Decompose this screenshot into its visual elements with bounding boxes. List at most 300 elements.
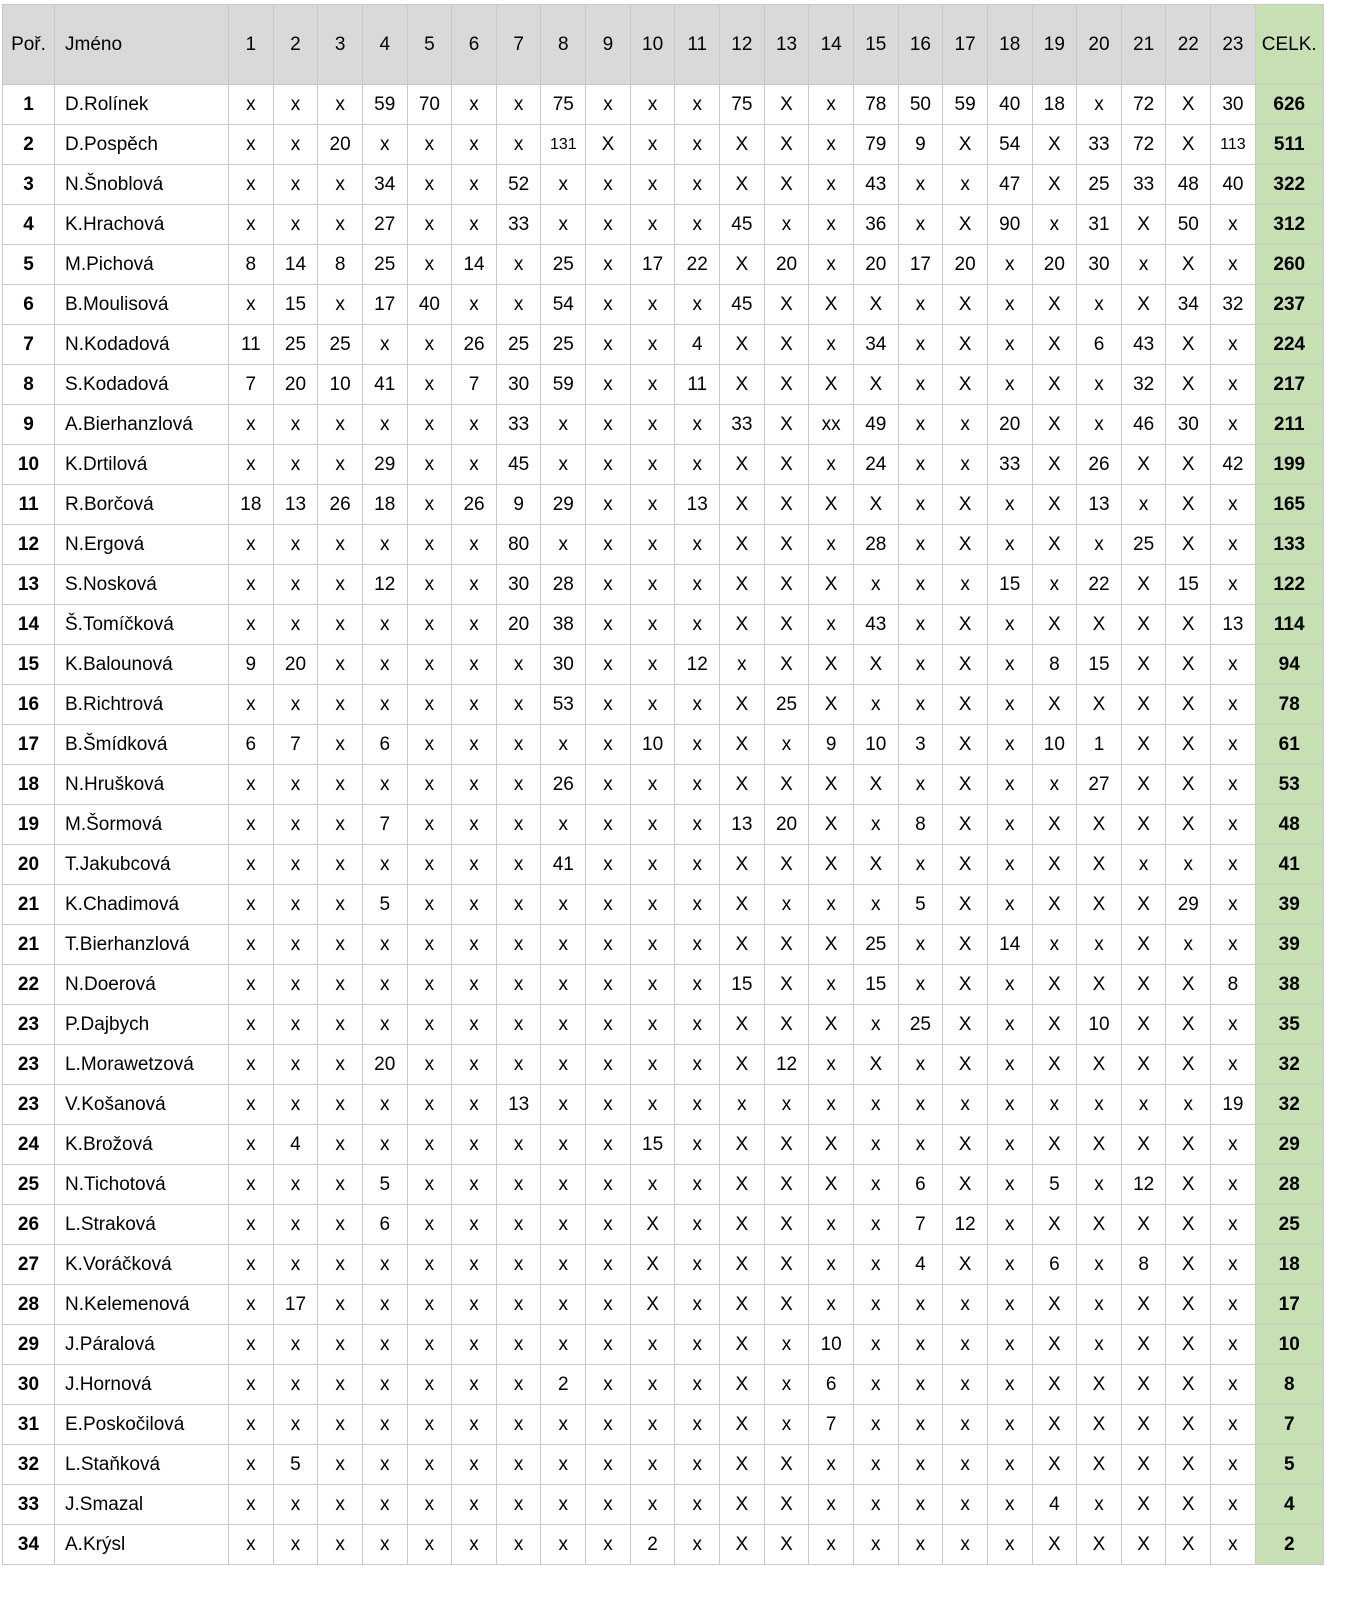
score-cell: x (630, 285, 675, 325)
score-cell: X (764, 1485, 809, 1525)
table-row (3, 1365, 1324, 1405)
total-cell: 224 (1255, 325, 1323, 365)
score-cell: x (318, 765, 363, 805)
score-cell: x (452, 1085, 497, 1125)
rank-cell: 4 (3, 205, 55, 245)
rank-cell: 25 (3, 1165, 55, 1205)
score-cell: x (541, 1205, 586, 1245)
score-cell: X (720, 1165, 765, 1205)
score-cell: x (586, 405, 631, 445)
score-cell: X (1077, 1365, 1122, 1405)
score-cell: x (541, 725, 586, 765)
score-cell: X (764, 845, 809, 885)
header-round: 7 (496, 5, 541, 85)
score-cell: x (898, 1445, 943, 1485)
score-cell: X (1032, 1325, 1077, 1365)
score-cell: 33 (496, 405, 541, 445)
score-cell: x (229, 125, 274, 165)
score-cell: X (1166, 1525, 1211, 1565)
score-cell: X (720, 485, 765, 525)
score-cell: x (541, 1325, 586, 1365)
score-cell: X (1166, 725, 1211, 765)
name-cell: Š.Tomíčková (55, 605, 229, 645)
score-cell: x (541, 1245, 586, 1285)
score-cell: x (809, 1445, 854, 1485)
score-cell: 113 (1211, 125, 1256, 165)
name-cell: M.Pichová (55, 245, 229, 285)
score-cell: X (1166, 1165, 1211, 1205)
score-cell: x (586, 725, 631, 765)
score-cell: 26 (1077, 445, 1122, 485)
score-cell: 43 (853, 605, 898, 645)
total-cell: 211 (1255, 405, 1323, 445)
score-cell: 38 (541, 605, 586, 645)
total-cell: 260 (1255, 245, 1323, 285)
score-cell: X (720, 605, 765, 645)
score-cell: x (1211, 1165, 1256, 1205)
score-cell: x (273, 805, 318, 845)
score-cell: x (943, 1365, 988, 1405)
score-cell: x (630, 1165, 675, 1205)
score-cell: x (630, 365, 675, 405)
score-cell: x (586, 685, 631, 725)
score-cell: x (809, 1045, 854, 1085)
score-cell: 30 (1166, 405, 1211, 445)
score-cell: x (853, 565, 898, 605)
score-cell: 33 (1077, 125, 1122, 165)
score-cell: x (898, 1125, 943, 1165)
score-cell: x (675, 925, 720, 965)
score-cell: x (764, 1085, 809, 1125)
score-cell: x (407, 445, 452, 485)
score-cell: x (318, 1245, 363, 1285)
score-cell: x (853, 1285, 898, 1325)
score-cell: x (675, 205, 720, 245)
score-cell: x (452, 645, 497, 685)
total-cell: 237 (1255, 285, 1323, 325)
score-cell: 25 (362, 245, 407, 285)
score-cell: X (1032, 485, 1077, 525)
score-cell: x (586, 765, 631, 805)
score-cell: 54 (541, 285, 586, 325)
header-round: 5 (407, 5, 452, 85)
score-cell: X (943, 885, 988, 925)
score-cell: X (586, 125, 631, 165)
score-cell: x (898, 1085, 943, 1125)
rank-cell: 32 (3, 1445, 55, 1485)
score-cell: x (496, 245, 541, 285)
score-cell: x (541, 1085, 586, 1125)
header-round: 18 (987, 5, 1032, 85)
score-cell: X (764, 1525, 809, 1565)
score-cell: 30 (541, 645, 586, 685)
score-cell: x (452, 1165, 497, 1205)
score-cell: x (898, 525, 943, 565)
score-cell: 78 (853, 85, 898, 125)
score-cell: x (541, 805, 586, 845)
score-cell: X (1121, 965, 1166, 1005)
score-cell: 26 (452, 325, 497, 365)
score-cell: x (586, 1485, 631, 1525)
score-cell: x (452, 85, 497, 125)
score-cell: 27 (362, 205, 407, 245)
score-cell: x (407, 205, 452, 245)
total-cell: 511 (1255, 125, 1323, 165)
score-cell: x (273, 445, 318, 485)
score-cell: x (229, 685, 274, 725)
score-cell: x (1032, 925, 1077, 965)
score-cell: x (273, 405, 318, 445)
name-cell: S.Kodadová (55, 365, 229, 405)
score-cell: x (630, 1405, 675, 1445)
score-cell: x (1077, 405, 1122, 445)
score-cell: x (630, 445, 675, 485)
score-cell: x (898, 1365, 943, 1405)
score-cell: x (541, 205, 586, 245)
score-cell: 53 (541, 685, 586, 725)
name-cell: B.Šmídková (55, 725, 229, 765)
score-cell: x (452, 1205, 497, 1245)
score-cell: X (1166, 1365, 1211, 1405)
score-cell: 13 (1077, 485, 1122, 525)
score-cell: x (452, 685, 497, 725)
score-cell: 54 (987, 125, 1032, 165)
score-cell: 1 (1077, 725, 1122, 765)
score-cell: 7 (452, 365, 497, 405)
score-cell: x (541, 1045, 586, 1085)
score-cell: 20 (496, 605, 541, 645)
score-cell: X (720, 685, 765, 725)
score-cell: X (809, 565, 854, 605)
score-cell: 6 (1032, 1245, 1077, 1285)
score-cell: x (586, 1245, 631, 1285)
score-cell: X (1121, 645, 1166, 685)
score-cell: X (1166, 1285, 1211, 1325)
score-cell: x (898, 845, 943, 885)
score-cell: x (1077, 925, 1122, 965)
score-cell: 8 (1121, 1245, 1166, 1285)
score-cell: 52 (496, 165, 541, 205)
name-cell: N.Hrušková (55, 765, 229, 805)
score-cell: 2 (630, 1525, 675, 1565)
score-cell: X (764, 605, 809, 645)
score-cell: x (362, 125, 407, 165)
score-cell: x (809, 885, 854, 925)
score-cell: 8 (1211, 965, 1256, 1005)
score-cell: 8 (1032, 645, 1077, 685)
score-cell: x (586, 85, 631, 125)
score-cell: X (764, 485, 809, 525)
score-cell: x (407, 1125, 452, 1165)
score-cell: x (496, 925, 541, 965)
score-cell: x (898, 165, 943, 205)
score-cell: 7 (362, 805, 407, 845)
score-cell: x (273, 525, 318, 565)
score-cell: x (675, 1005, 720, 1045)
score-cell: x (496, 1245, 541, 1285)
total-cell: 10 (1255, 1325, 1323, 1365)
score-cell: x (229, 1485, 274, 1525)
name-cell: D.Rolínek (55, 85, 229, 125)
score-cell: x (496, 1365, 541, 1405)
score-cell: 6 (362, 725, 407, 765)
table-row (3, 1085, 1324, 1125)
score-cell: x (630, 765, 675, 805)
score-cell: X (1166, 1205, 1211, 1245)
score-cell: X (764, 405, 809, 445)
score-cell: x (764, 1405, 809, 1445)
score-cell: x (898, 925, 943, 965)
score-cell: x (496, 1525, 541, 1565)
score-cell: X (943, 645, 988, 685)
score-cell: x (496, 1325, 541, 1365)
score-cell: x (1077, 365, 1122, 405)
score-cell: x (452, 765, 497, 805)
score-cell: x (586, 1125, 631, 1165)
score-cell: 26 (541, 765, 586, 805)
score-cell: x (586, 165, 631, 205)
score-cell: x (318, 285, 363, 325)
score-cell: 20 (1032, 245, 1077, 285)
total-cell: 217 (1255, 365, 1323, 405)
score-cell: x (1077, 285, 1122, 325)
score-cell: x (273, 1365, 318, 1405)
total-cell: 17 (1255, 1285, 1323, 1325)
score-cell: 28 (853, 525, 898, 565)
score-cell: x (1211, 1245, 1256, 1285)
score-cell: xx (809, 405, 854, 445)
score-cell: x (273, 1485, 318, 1525)
score-cell: X (764, 125, 809, 165)
score-cell: x (1032, 205, 1077, 245)
score-cell: x (407, 1245, 452, 1285)
table-row (3, 925, 1324, 965)
score-cell: x (496, 1445, 541, 1485)
score-cell: X (1121, 205, 1166, 245)
score-cell: x (273, 1405, 318, 1445)
score-cell: x (630, 885, 675, 925)
score-cell: x (318, 525, 363, 565)
score-cell: x (318, 1045, 363, 1085)
score-cell: x (407, 1285, 452, 1325)
score-cell: x (1211, 645, 1256, 685)
score-cell: X (720, 245, 765, 285)
score-cell: X (720, 885, 765, 925)
score-cell: x (987, 1285, 1032, 1325)
score-cell: X (1166, 1125, 1211, 1165)
score-cell: x (496, 1485, 541, 1525)
rank-cell: 10 (3, 445, 55, 485)
score-cell: x (452, 525, 497, 565)
table-row (3, 725, 1324, 765)
score-cell: x (1211, 885, 1256, 925)
score-cell: x (541, 525, 586, 565)
score-cell: X (1166, 1045, 1211, 1085)
score-cell: x (452, 1485, 497, 1525)
score-cell: x (1211, 805, 1256, 845)
score-cell: x (318, 1525, 363, 1565)
total-cell: 165 (1255, 485, 1323, 525)
score-cell: X (943, 925, 988, 965)
score-cell: x (853, 1005, 898, 1045)
score-cell: x (987, 845, 1032, 885)
score-cell: X (1077, 685, 1122, 725)
score-cell: x (898, 285, 943, 325)
rank-cell: 27 (3, 1245, 55, 1285)
score-cell: x (541, 925, 586, 965)
score-cell: X (1032, 1005, 1077, 1045)
rank-cell: 28 (3, 1285, 55, 1325)
score-cell: x (987, 1365, 1032, 1405)
rank-cell: 1 (3, 85, 55, 125)
score-cell: x (273, 685, 318, 725)
score-cell: 17 (630, 245, 675, 285)
score-cell: X (1166, 85, 1211, 125)
name-cell: P.Dajbych (55, 1005, 229, 1045)
score-cell: 75 (720, 85, 765, 125)
score-cell: x (318, 1365, 363, 1405)
score-cell: 25 (853, 925, 898, 965)
score-cell: x (541, 1405, 586, 1445)
score-cell: x (720, 1085, 765, 1125)
score-cell: X (764, 645, 809, 685)
score-cell: x (586, 1325, 631, 1365)
score-cell: x (630, 325, 675, 365)
score-cell: x (407, 885, 452, 925)
score-cell: x (675, 685, 720, 725)
score-cell: x (496, 645, 541, 685)
score-cell: X (720, 1525, 765, 1565)
score-cell: x (630, 685, 675, 725)
score-cell: x (407, 485, 452, 525)
rank-cell: 13 (3, 565, 55, 605)
score-cell: x (496, 125, 541, 165)
score-cell: X (1166, 645, 1211, 685)
score-cell: x (452, 165, 497, 205)
score-cell: 11 (229, 325, 274, 365)
score-cell: x (452, 445, 497, 485)
score-cell: x (764, 885, 809, 925)
name-cell: S.Nosková (55, 565, 229, 605)
rank-cell: 3 (3, 165, 55, 205)
score-cell: x (407, 1325, 452, 1365)
score-cell: x (809, 205, 854, 245)
score-cell: x (318, 565, 363, 605)
table-row (3, 365, 1324, 405)
name-cell: K.Voráčková (55, 1245, 229, 1285)
name-cell: J.Hornová (55, 1365, 229, 1405)
score-cell: 50 (1166, 205, 1211, 245)
score-cell: 9 (496, 485, 541, 525)
score-cell: x (541, 885, 586, 925)
score-cell: x (853, 685, 898, 725)
name-cell: L.Straková (55, 1205, 229, 1245)
score-cell: 13 (496, 1085, 541, 1125)
score-cell: x (452, 405, 497, 445)
name-cell: N.Ergová (55, 525, 229, 565)
score-cell: 7 (229, 365, 274, 405)
score-cell: 18 (1032, 85, 1077, 125)
score-cell: x (1077, 85, 1122, 125)
score-cell: x (229, 445, 274, 485)
score-cell: x (407, 605, 452, 645)
score-cell: x (362, 845, 407, 885)
score-cell: 25 (318, 325, 363, 365)
results-table-container (2, 4, 1324, 1565)
score-cell: x (853, 1245, 898, 1285)
score-cell: 40 (1211, 165, 1256, 205)
table-row (3, 885, 1324, 925)
score-cell: x (675, 1365, 720, 1405)
rank-cell: 30 (3, 1365, 55, 1405)
score-cell: x (541, 965, 586, 1005)
name-cell: V.Košanová (55, 1085, 229, 1125)
score-cell: x (496, 805, 541, 845)
score-cell: x (407, 165, 452, 205)
score-cell: x (1211, 1525, 1256, 1565)
score-cell: x (675, 1285, 720, 1325)
score-cell: x (987, 245, 1032, 285)
score-cell: x (943, 1085, 988, 1125)
table-row (3, 485, 1324, 525)
score-cell: x (496, 845, 541, 885)
score-cell: 12 (362, 565, 407, 605)
score-cell: x (675, 765, 720, 805)
score-cell: x (853, 1525, 898, 1565)
score-cell: x (229, 885, 274, 925)
score-cell: x (987, 685, 1032, 725)
name-cell: T.Bierhanzlová (55, 925, 229, 965)
score-cell: x (496, 1285, 541, 1325)
score-cell: X (1166, 525, 1211, 565)
score-cell: 20 (362, 1045, 407, 1085)
score-cell: x (809, 125, 854, 165)
score-cell: x (898, 645, 943, 685)
score-cell: x (675, 165, 720, 205)
header-round: 20 (1077, 5, 1122, 85)
score-cell: x (452, 1125, 497, 1165)
score-cell: 4 (898, 1245, 943, 1285)
table-row (3, 405, 1324, 445)
score-cell: x (318, 725, 363, 765)
score-cell: X (809, 1125, 854, 1165)
score-cell: x (1211, 1445, 1256, 1485)
score-cell: x (407, 685, 452, 725)
rank-cell: 2 (3, 125, 55, 165)
score-cell: x (898, 445, 943, 485)
score-cell: x (407, 645, 452, 685)
score-cell: x (407, 125, 452, 165)
score-cell: x (496, 1205, 541, 1245)
score-cell: x (407, 845, 452, 885)
score-cell: 36 (853, 205, 898, 245)
score-cell: X (720, 1405, 765, 1445)
score-cell: X (1032, 965, 1077, 1005)
score-cell: X (720, 1205, 765, 1245)
score-cell: 6 (362, 1205, 407, 1245)
score-cell: x (853, 885, 898, 925)
score-cell: X (809, 1005, 854, 1045)
score-cell: x (898, 405, 943, 445)
score-cell: X (1121, 285, 1166, 325)
score-cell: 5 (1032, 1165, 1077, 1205)
score-cell: 26 (452, 485, 497, 525)
score-cell: X (720, 325, 765, 365)
header-round: 1 (229, 5, 274, 85)
score-cell: x (630, 1325, 675, 1365)
score-cell: x (407, 325, 452, 365)
score-cell: 4 (273, 1125, 318, 1165)
